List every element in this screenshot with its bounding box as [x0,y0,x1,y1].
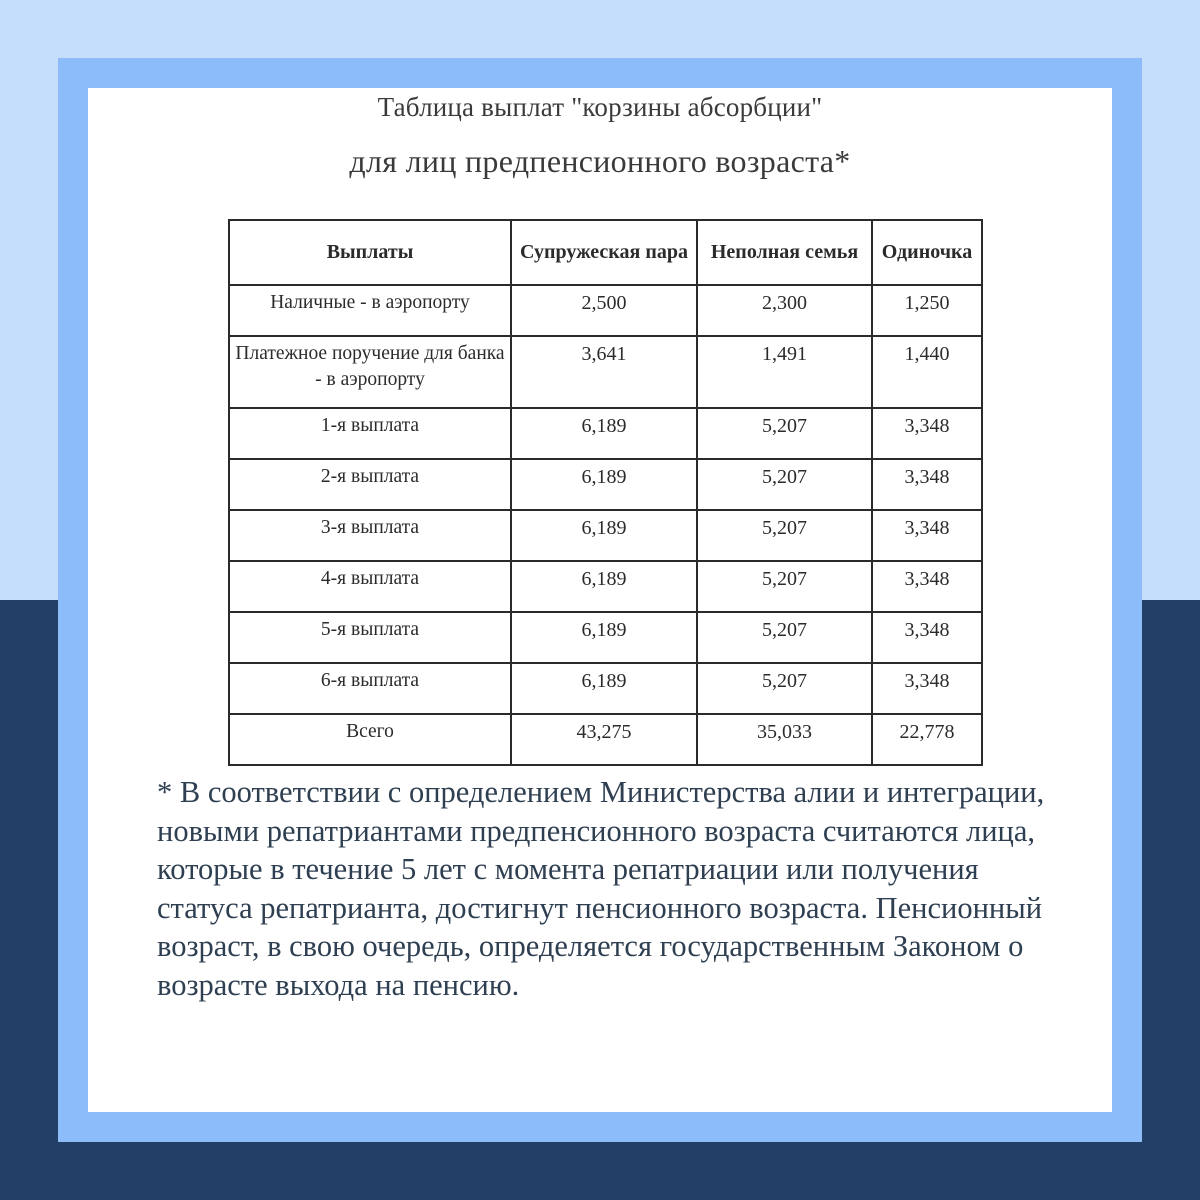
cell-single: 3,348 [872,459,982,510]
row-label: 3-я выплата [229,510,511,561]
cell-single-parent-family: 5,207 [697,612,872,663]
table-row [229,336,982,408]
total-couple: 43,275 [511,714,697,765]
cell-single-parent-family: 5,207 [697,510,872,561]
document-subtitle: для лиц предпенсионного возраста* [349,143,851,179]
header-couple: Супружеская пара [511,220,697,285]
table-row [229,459,982,510]
cell-couple: 6,189 [511,612,697,663]
table-row [229,561,982,612]
table-row [229,408,982,459]
footnote: * В соответствии с определением Министерства алии и интеграции, новыми репатриантами предпенсионного возраста считаются лица, которые в течение 5 лет с момента репатриации или получения статуса репатрианта, достигнут пенсионного возраста. Пенсионный возраст, в свою очередь, определяется государственным Законом о возрасте выхода на пенсию. [157,775,1045,1002]
table-row [229,510,982,561]
cell-single-parent-family: 5,207 [697,663,872,714]
total-single-parent-family: 35,033 [697,714,872,765]
table-header-row [229,220,982,285]
cell-single-parent-family: 1,491 [697,336,872,408]
row-label: Платежное поручение для банка - в аэропорту [229,336,511,408]
cell-couple: 6,189 [511,408,697,459]
cell-single: 3,348 [872,612,982,663]
table-row [229,663,982,714]
header-single: Одиночка [872,220,982,285]
cell-single-parent-family: 5,207 [697,561,872,612]
header-single-parent-family: Неполная семья [697,220,872,285]
cell-couple: 6,189 [511,561,697,612]
table-row-total [229,714,982,765]
cell-single: 1,250 [872,285,982,336]
header-payments: Выплаты [229,220,511,285]
row-label: 2-я выплата [229,459,511,510]
cell-single-parent-family: 5,207 [697,408,872,459]
document-title: Таблица выплат "корзины абсорбции" [377,92,823,122]
cell-couple: 6,189 [511,510,697,561]
cell-single: 3,348 [872,561,982,612]
row-label: 4-я выплата [229,561,511,612]
row-label: 1-я выплата [229,408,511,459]
payments-table [228,219,983,766]
cell-single: 3,348 [872,510,982,561]
row-label: 5-я выплата [229,612,511,663]
row-label: Наличные - в аэропорту [229,285,511,336]
cell-couple: 6,189 [511,459,697,510]
cell-single: 3,348 [872,408,982,459]
cell-single: 3,348 [872,663,982,714]
row-label: 6-я выплата [229,663,511,714]
total-single: 22,778 [872,714,982,765]
cell-single-parent-family: 5,207 [697,459,872,510]
cell-single: 1,440 [872,336,982,408]
cell-single-parent-family: 2,300 [697,285,872,336]
row-label-total: Всего [229,714,511,765]
cell-couple: 3,641 [511,336,697,408]
cell-couple: 2,500 [511,285,697,336]
cell-couple: 6,189 [511,663,697,714]
table-row [229,612,982,663]
table-row [229,285,982,336]
